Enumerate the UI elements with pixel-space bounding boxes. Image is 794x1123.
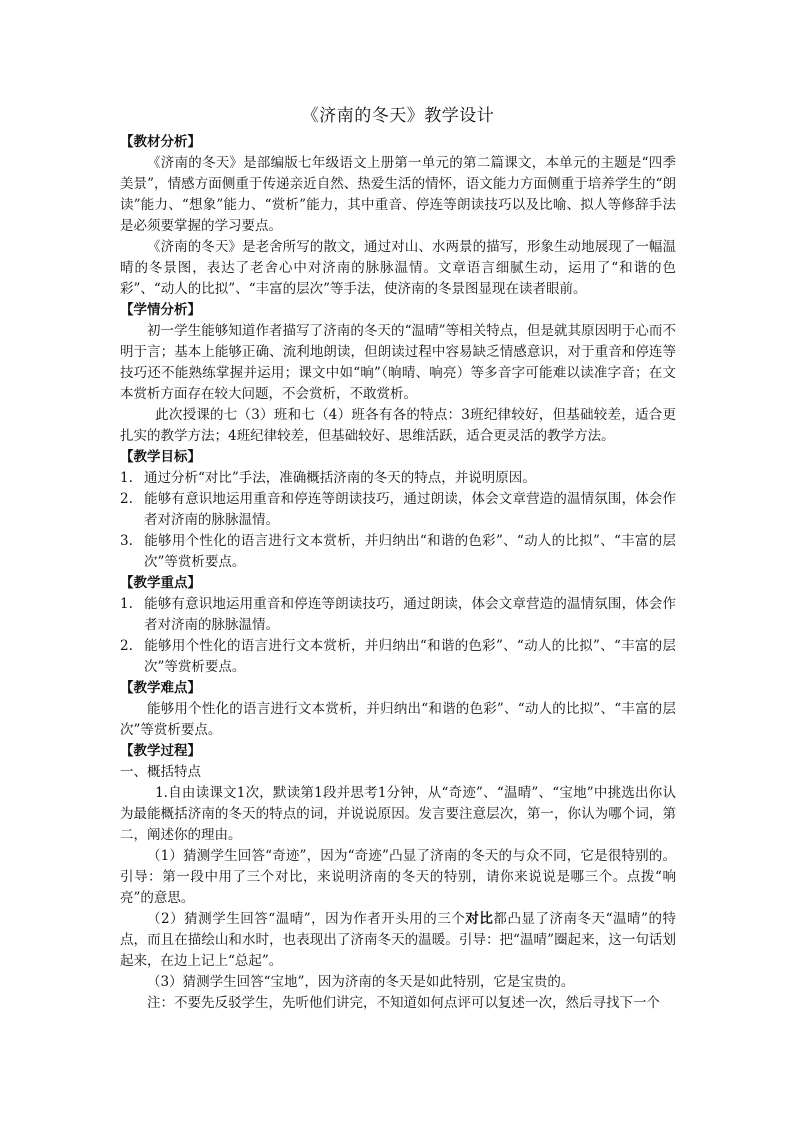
keypoint-item-number: 1. — [120, 596, 133, 612]
material-paragraph-2: 《济南的冬天》是老舍所写的散文，通过对山、水两景的描写，形象生动地展现了一幅温晴的冬景图，表达了老舍心中对济南的脉脉温情。文章语言细腻生动，运用了“和谐的色彩”、“动人的比拟”、“丰富的层次”等手法，使济南的冬景图显现在读者眼前。 — [120, 239, 676, 297]
heading-teaching-difficulty: 【教学难点】 — [120, 680, 201, 696]
process-subheading-1: 一、概括特点 — [120, 764, 201, 780]
goal-item-text: 通过分析“对比”手法，准确概括济南的冬天的特点，并说明原因。 — [144, 470, 536, 486]
goal-item-number: 2. — [120, 491, 133, 507]
document-title: 《济南的冬天》教学设计 — [301, 106, 495, 126]
goal-item-number: 1. — [120, 470, 133, 486]
learner-paragraph-1: 初一学生能够知道作者描写了济南的冬天的“温晴”等相关特点，但是就其原因明于心而不明于言；基本上能够正确、流利地朗读，但朗读过程中容易缺乏情感意识，对于重音和停连等技巧还不能熟练掌握并运用；课文中如“晌”（晌晴、响亮）等多音字可能难以读准字音；在文本赏析方面存在较大问题，不会赏析，不敢赏析。 — [120, 323, 676, 402]
document-page — [120, 104, 676, 1014]
goal-item-text: 能够有意识地运用重音和停连等朗读技巧，通过朗读，体会文章营造的温情氛围，体会作者对济南的脉脉温情。 — [144, 491, 676, 528]
heading-teaching-keypoints: 【教学重点】 — [120, 575, 201, 591]
keypoint-item-number: 2. — [120, 638, 133, 654]
process-paragraph-3-part-a: （2）猜测学生回答“温晴”，因为作者开头用的三个 — [147, 911, 466, 927]
process-paragraph-3 — [120, 909, 676, 972]
goal-item-2 — [120, 489, 676, 531]
heading-teaching-process: 【教学过程】 — [120, 743, 201, 759]
goal-item-text: 能够用个性化的语言进行文本赏析，并归纳出“和谐的色彩”、“动人的比拟”、“丰富的层次”等赏析要点。 — [144, 533, 676, 570]
heading-material-analysis: 【教材分析】 — [120, 134, 201, 150]
keypoint-item-1 — [120, 594, 676, 636]
heading-learner-analysis: 【学情分析】 — [120, 302, 201, 318]
process-note: 注：不要先反驳学生，先听他们讲完，不知道如何点评可以复述一次，然后寻找下一个 — [147, 995, 660, 1011]
process-paragraph-1: 1.自由读课文1次，默读第1段并思考1分钟，从“奇迹”、“温晴”、“宝地”中挑选出你认为最能概括济南的冬天的特点的词，并说说原因。发言要注意层次，第一，你认为哪个词，第二，阐述你的理由。 — [120, 785, 676, 843]
process-paragraph-3-bold: 对比 — [465, 911, 494, 927]
process-paragraph-3-part-c: 都凸显了济南冬天“温晴”的特点，而且在描绘山和水时，也表现出了济南冬天的温暖。引导：把“温晴”圈起来，这一句话划起来，在边上记上“总起”。 — [120, 911, 676, 969]
heading-teaching-goals: 【教学目标】 — [120, 449, 201, 465]
goal-item-3 — [120, 531, 676, 573]
goal-item-number: 3. — [120, 533, 133, 549]
material-paragraph-1: 《济南的冬天》是部编版七年级语文上册第一单元的第二篇课文，本单元的主题是“四季美景”，情感方面侧重于传递亲近自然、热爱生活的情怀，语文能力方面侧重于培养学生的“朗读”能力、“想象”能力、“赏析”能力，其中重音、停连等朗读技巧以及比喻、拟人等修辞手法是必须要掌握的学习要点。 — [120, 155, 676, 234]
difficulty-paragraph-1: 能够用个性化的语言进行文本赏析，并归纳出“和谐的色彩”、“动人的比拟”、“丰富的层次”等赏析要点。 — [120, 701, 676, 738]
keypoint-item-2 — [120, 636, 676, 678]
process-paragraph-4: （3）猜测学生回答“宝地”，因为济南的冬天是如此特别，它是宝贵的。 — [147, 974, 575, 990]
keypoint-item-text: 能够用个性化的语言进行文本赏析，并归纳出“和谐的色彩”、“动人的比拟”、“丰富的层次”等赏析要点。 — [144, 638, 676, 675]
learner-paragraph-2: 此次授课的七（3）班和七（4）班各有各的特点：3班纪律较好，但基础较差，适合更扎实的教学方法；4班纪律较差，但基础较好、思维活跃，适合更灵活的教学方法。 — [120, 407, 676, 444]
process-paragraph-2: （1）猜测学生回答“奇迹”，因为“奇迹”凸显了济南的冬天的与众不同，它是很特别的。引导：第一段中用了三个对比，来说明济南的冬天的特别，请你来说说是哪三个。点拨“响亮”的意思。 — [120, 848, 676, 906]
goal-item-1 — [120, 468, 676, 489]
keypoint-item-text: 能够有意识地运用重音和停连等朗读技巧，通过朗读，体会文章营造的温情氛围，体会作者对济南的脉脉温情。 — [144, 596, 676, 633]
